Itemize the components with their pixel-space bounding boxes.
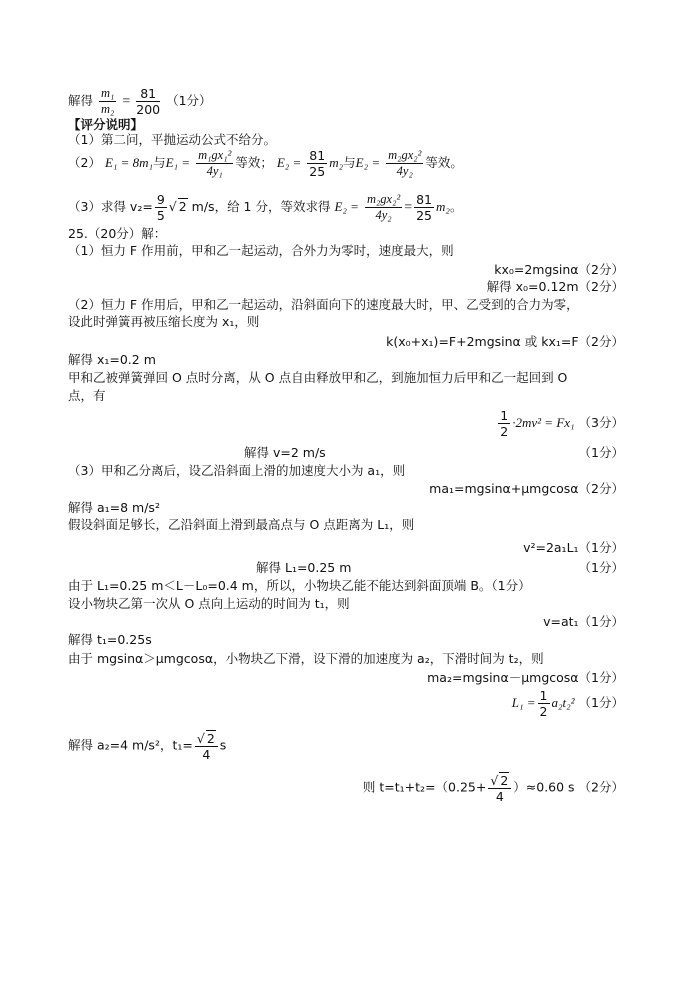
score: （1分） [578, 560, 624, 575]
step-2-cont: 设此时弹簧再被压缩长度为 x₁，则 [68, 314, 260, 329]
expr-m2: m₂ [329, 155, 344, 170]
numerator: 1 [539, 688, 548, 703]
fraction-9-5 [155, 192, 167, 223]
denominator: 200 [136, 102, 161, 117]
word-and: 与 [343, 155, 356, 170]
step-2-separation: 甲和乙被弹簧弹回 O 点时分离，从 O 点自由释放甲和乙，到施加恒力后甲和乙一起回到 O [68, 370, 568, 385]
eq-v-at1: v=at₁（1分） [543, 614, 624, 629]
fraction-81-25 [414, 192, 434, 223]
expr-e1: E₁ = 8m₁ [104, 155, 154, 170]
step-3-compare: 由于 L₁=0.25 m＜L－L₀=0.4 m，所以，小物块乙能不能达到斜面顶端 B。（1分） [68, 578, 531, 593]
eq-total-post: ）≈0.60 s （2分） [513, 779, 624, 795]
expr-e2-label: E₂ = [334, 199, 359, 214]
eq-force-balance: k(x₀+x₁)=F+2mgsinα 或 kx₁=F（2分） [386, 334, 624, 349]
text-solve: 解得 [68, 93, 94, 108]
fraction-81-25 [307, 148, 327, 179]
eq-x0: 解得 x₀=0.12m（2分） [486, 279, 624, 294]
period: 。 [449, 199, 463, 214]
denominator: 2 [500, 424, 509, 439]
fraction-1-2 [538, 688, 550, 719]
eq-v-text: 解得 v=2 m/s [244, 445, 326, 460]
note-3: （3）求得 v₂= $\frac{9}{5}$ √ 2 m/s，给 1 分，等效求得 E₂ = $\frac{\text{m₂gx₂²}}{\text{4y₂}}$ = $\frac{81}{25}$ m₂。 [68, 192, 463, 223]
eq-L1-kinematic [68, 688, 624, 719]
score: （1分） [166, 93, 212, 108]
numerator: 81 [416, 192, 433, 207]
expr-L1: L₁ = [511, 695, 536, 710]
eq-kx0: kx₀=2mgsinα（2分） [494, 262, 624, 277]
numerator: 81 [136, 86, 160, 102]
denominator: 4y₁ [206, 164, 223, 178]
numerator: m₁gx₁² [198, 148, 232, 162]
numerator: m₂gx₂² [366, 192, 401, 206]
note-3-prefix: （3）求得 v₂= [68, 199, 153, 214]
word-and: 与 [153, 155, 166, 170]
eq-energy [68, 408, 624, 439]
eq-L1-text: 解得 L₁=0.25 m [256, 560, 352, 575]
denominator: 4 [202, 747, 211, 762]
fraction-m2g [365, 192, 402, 223]
note-2 [68, 148, 624, 179]
denominator: 25 [416, 208, 433, 223]
note-3-mid: m/s，给 1 分，等效求得 [191, 199, 331, 214]
eq-x1: 解得 x₁=0.2 m [68, 352, 156, 367]
numerator: m₁ [101, 86, 115, 100]
step-3-time: 设小物块乙第一次从 O 点向上运动的时间为 t₁，则 [68, 596, 350, 611]
step-3: （3）甲和乙分离后，设乙沿斜面上滑的加速度大小为 a₁，则 [68, 463, 406, 478]
expr-e1-label: E₁ = [165, 155, 191, 170]
denominator: 5 [156, 208, 165, 223]
fraction-sqrt2-4 [488, 772, 511, 804]
section-heading: 【评分说明】 [68, 117, 144, 132]
denominator: 2 [539, 704, 548, 719]
note-1: （1）第二问，平抛运动公式不给分。 [68, 132, 276, 147]
word-equiv: 等效； [235, 155, 273, 170]
expr-m2: m₂ [436, 199, 450, 214]
eq-v2: v²=2a₁L₁（1分） [523, 540, 624, 555]
step-2-separation-cont: 点，有 [68, 388, 106, 403]
eq-ma1: ma₁=mgsinα+μmgcosα（2分） [429, 481, 624, 496]
numerator: 81 [309, 148, 326, 163]
step-3-slide-down: 由于 mgsinα＞μmgcosα，小物块乙下滑，设下滑的加速度为 a₂，下滑时间为 t₂，则 [68, 651, 544, 666]
fraction-m1g [196, 148, 233, 179]
problem-25-title: 25.（20分）解： [68, 226, 167, 241]
radicand: 2 [178, 199, 187, 214]
fraction-81-200 [136, 86, 160, 117]
numerator: 1 [500, 408, 509, 423]
score: （3分） [578, 415, 624, 430]
note-2-prefix: （2） [68, 155, 101, 170]
score: （1分） [578, 695, 624, 710]
sqrt-2: √ 2 [168, 199, 187, 214]
eq-a1: 解得 a₁=8 m/s² [68, 500, 160, 515]
fraction-sqrt2-4 [195, 730, 218, 762]
radicand: 2 [500, 773, 509, 788]
eq-t1: 解得 t₁=0.25s [68, 632, 152, 647]
denominator: m₂ [101, 102, 115, 116]
eq-ma2: ma₂=mgsinα－μmgcosα（1分） [427, 670, 624, 685]
step-3-assume: 假设斜面足够长，乙沿斜面上滑到最高点与 O 点距离为 L₁，则 [68, 517, 415, 532]
numerator: m₂gx₂² [388, 148, 422, 162]
step-1: （1）恒力 F 作用前，甲和乙一起运动，合外力为零时，速度最大，则 [68, 243, 454, 258]
denominator: 4 [495, 789, 504, 804]
eq-a2-t: 解得 a₂=4 m/s²，t₁= $\frac{√ 2}{4}$ s [68, 731, 227, 762]
numerator: √ 2 [488, 772, 511, 789]
step-2: （2）恒力 F 作用后，甲和乙一起运动，沿斜面向下的速度最大时，甲、乙受到的合力为零， [68, 297, 579, 312]
expr-energy: ·2mv² = Fx₁ [512, 415, 575, 430]
eq-total-pre: 则 t=t₁+t₂=（0.25+ [362, 779, 487, 795]
numerator: √ 2 [195, 730, 218, 747]
answer-line-mass-ratio: 解得 $\frac{\text{m₁}}{\text{m₂}}$ = $\frac{81}{200}$ （1分） [68, 86, 212, 117]
fraction-m2g [386, 148, 423, 179]
numerator: 9 [156, 192, 165, 207]
radicand: 2 [206, 731, 215, 746]
denominator: 4y₂ [396, 164, 413, 178]
eq-a2-text: 解得 a₂=4 m/s²，t₁= [68, 737, 193, 753]
denominator: 25 [309, 164, 326, 179]
score: （1分） [578, 445, 624, 460]
fraction-1-2 [498, 408, 510, 439]
expr-a2t2: a₂t₂² [551, 695, 575, 710]
denominator: 4y₂ [375, 208, 392, 222]
fraction-m1-m2 [99, 86, 116, 117]
expr-e2-label: E₂ = [355, 155, 381, 170]
eq-total-time [68, 772, 624, 804]
word-equiv: 等效。 [425, 155, 463, 170]
expr-e2-label: E₂ = [276, 155, 302, 170]
